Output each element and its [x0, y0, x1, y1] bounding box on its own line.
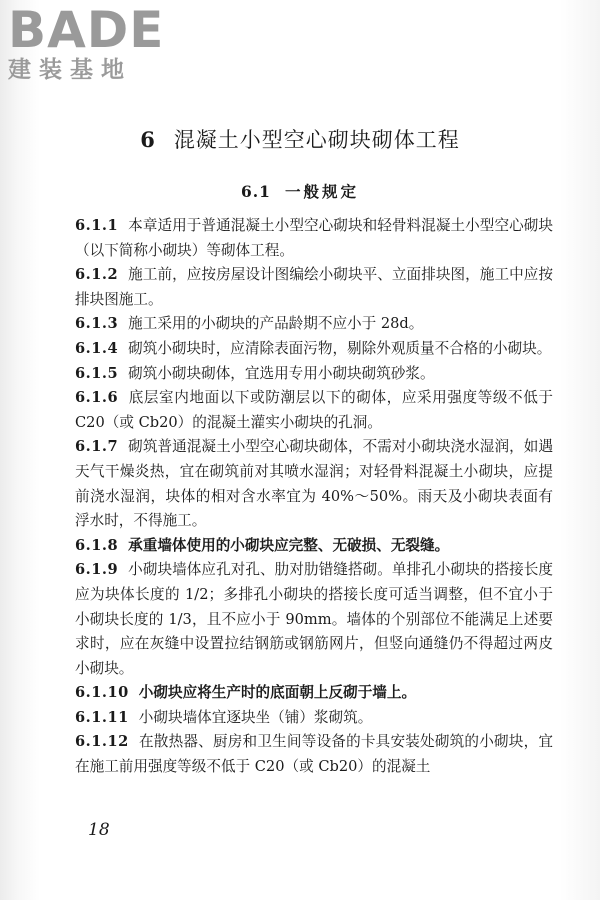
clause: [75, 263, 553, 312]
brand-logo: [8, 1, 178, 86]
clause-number: 6.1.4: [75, 339, 119, 357]
clause-number: 6.1.6: [75, 389, 119, 407]
clause-number: 6.1.10: [75, 684, 129, 702]
clause-text: 砌筑普通混凝土小型空心砌块砌体，不需对小砌块浇水湿润，如遇天气干燥炎热，宜在砌筑前对其喷水湿润；对轻骨料混凝土小砌块，应提前浇水湿润，块体的相对含水率宜为 40%～50%。雨天及小砌块表面有浮水时，不得施工。: [75, 438, 553, 530]
section-title: [0, 180, 600, 202]
clause-number: 6.1.1: [75, 217, 119, 234]
clause-text: 底层室内地面以下或防潮层以下的砌体，应采用强度等级不低于 C20（或 Cb20）的混凝土灌实小砌块的孔洞。: [75, 389, 553, 431]
section-title-text: 一般规定: [284, 182, 359, 201]
clause-mandatory: [75, 534, 553, 559]
clause: [75, 214, 553, 263]
clause-number: 6.1.9: [75, 561, 119, 579]
clause-text: 本章适用于普通混凝土小型空心砌块和轻骨料混凝土小型空心砌块（以下简称小砌块）等砌体工程。: [75, 217, 553, 259]
clause: [75, 435, 553, 533]
clause: [75, 386, 553, 435]
clause: [75, 337, 553, 362]
clause: [75, 312, 553, 337]
clause-text: 承重墙体使用的小砌块应完整、无破损、无裂缝。: [128, 536, 450, 554]
clause-number: 6.1.7: [75, 438, 119, 456]
clause-number: 6.1.3: [75, 315, 119, 333]
clause-mandatory: [75, 681, 553, 706]
clause: [75, 706, 553, 731]
clause-number: 6.1.11: [75, 708, 129, 726]
clause-text: 小砌块应将生产时的底面朝上反砌于墙上。: [138, 684, 417, 702]
clause-text: 施工采用的小砌块的产品龄期不应小于 28d。: [128, 315, 424, 333]
logo-subtitle: 建装基地: [8, 57, 132, 83]
clause: [75, 730, 553, 779]
clause-number: 6.1.5: [75, 364, 119, 382]
clause-text: 小砌块墙体应孔对孔、肋对肋错缝搭砌。单排孔小砌块的搭接长度应为块体长度的 1/2；多排孔小砌块的搭接长度可适当调整，但不宜小于小砌块长度的 1/3，且不应小于 90mm。墙体的个别部位不能满足上述要求时，应在灰缝中设置拉结钢筋或钢筋网片，但竖向通缝仍不得超过两皮小砌块。: [75, 561, 553, 677]
clause: [75, 558, 553, 681]
clause-text: 在散热器、厨房和卫生间等设备的卡具安装处砌筑的小砌块，宜在施工前用强度等级不低于 C20（或 Cb20）的混凝土: [75, 733, 553, 776]
logo-wordmark: BADE: [8, 1, 165, 59]
chapter-title: [0, 124, 600, 154]
chapter-title-text: 混凝土小型空心砌块砌体工程: [173, 128, 460, 152]
clause-text: 砌筑小砌块砌体，宜选用专用小砌块砌筑砂浆。: [128, 364, 435, 382]
section-number: 6.1: [241, 182, 271, 201]
clause-list: [75, 214, 553, 780]
clause-number: 6.1.2: [75, 266, 119, 284]
chapter-number: 6: [140, 127, 156, 152]
clause-number: 6.1.8: [75, 536, 119, 554]
clause-text: 施工前，应按房屋设计图编绘小砌块平、立面排块图，施工中应按排块图施工。: [75, 266, 553, 308]
clause-number: 6.1.12: [75, 733, 129, 751]
clause: [75, 362, 553, 387]
clause-text: 砌筑小砌块时，应清除表面污物，剔除外观质量不合格的小砌块。: [128, 339, 552, 357]
page-number: 18: [88, 820, 110, 840]
clause-text: 小砌块墙体宜逐块坐（铺）浆砌筑。: [138, 708, 373, 726]
